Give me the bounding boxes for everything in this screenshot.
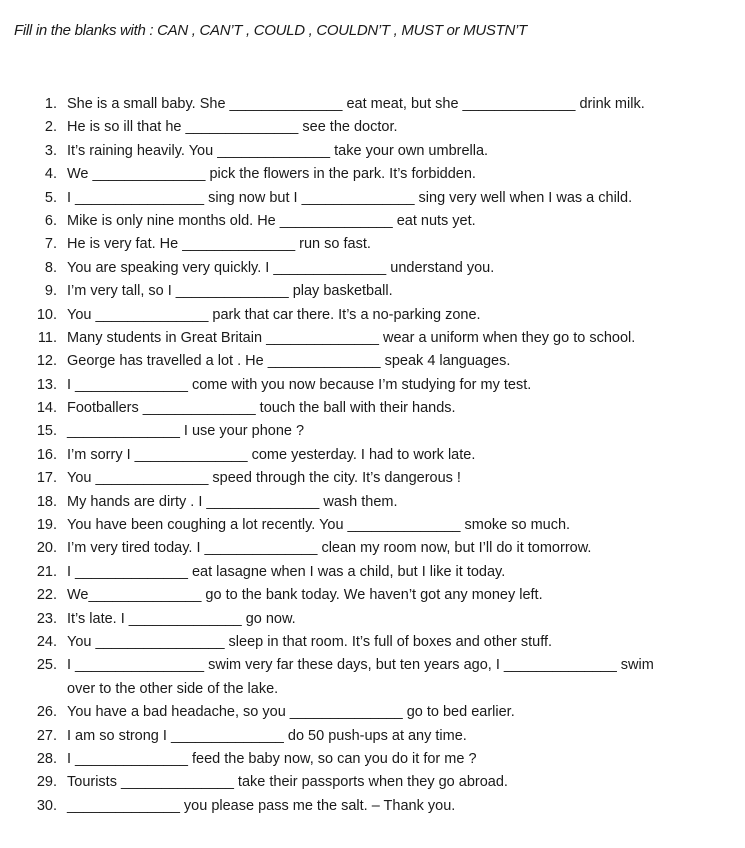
item-text: You are speaking very quickly. I ______________ understand you. (67, 259, 495, 276)
item-number: 20. (36, 540, 57, 557)
exercise-item (0, 420, 745, 443)
item-text: You ______________ park that car there. It’s a no-parking zone. (67, 306, 481, 323)
item-text: You have been coughing a lot recently. You ______________ smoke so much. (67, 517, 571, 534)
item-number: 5. (44, 189, 57, 206)
item-number: 12. (36, 353, 57, 370)
item-text: over to the other side of the lake. (67, 680, 279, 697)
item-text: I ______________ come with you now because I’m studying for my test. (67, 376, 532, 393)
item-number: 22. (36, 587, 57, 604)
item-text: Many students in Great Britain ______________ wear a uniform when they go to school. (67, 329, 636, 346)
item-text: I’m very tall, so I ______________ play basketball. (67, 283, 393, 300)
item-text: My hands are dirty . I ______________ wash them. (67, 493, 398, 510)
exercise-item (0, 701, 745, 724)
item-text: ______________ I use your phone ? (67, 423, 305, 440)
item-text: You ________________ sleep in that room. It’s full of boxes and other stuff. (67, 633, 553, 650)
item-number: 8. (44, 259, 57, 276)
exercise-item (0, 608, 745, 631)
exercise-list (0, 93, 745, 818)
exercise-item (0, 631, 745, 654)
item-text: It’s late. I ______________ go now. (67, 610, 296, 627)
item-number: 6. (44, 212, 57, 229)
item-number: 28. (36, 750, 57, 767)
exercise-item (0, 725, 745, 748)
item-text: We______________ go to the bank today. We haven’t got any money left. (67, 587, 543, 604)
item-text: She is a small baby. She ______________ eat meat, but she ______________ drink milk. (67, 96, 645, 112)
exercise-item (0, 210, 745, 233)
exercise-item (0, 116, 745, 139)
item-text: I ________________ sing now but I ______________ sing very well when I was a child. (67, 189, 633, 206)
item-number: 25. (36, 657, 57, 674)
item-text: I ______________ eat lasagne when I was a child, but I like it today. (67, 563, 506, 580)
item-text: It’s raining heavily. You ______________ take your own umbrella. (67, 142, 489, 159)
item-text: Footballers ______________ touch the ball with their hands. (67, 400, 456, 417)
item-number: 15. (36, 423, 57, 440)
item-number: 13. (36, 376, 57, 393)
exercise-item (0, 537, 745, 560)
item-number: 29. (36, 774, 57, 791)
item-text: You have a bad headache, so you ______________ go to bed earlier. (67, 704, 515, 721)
exercise-item (0, 233, 745, 256)
item-number: 10. (36, 306, 57, 323)
exercise-item (0, 467, 745, 490)
exercise-item (0, 444, 745, 467)
item-number: 11. (37, 329, 57, 346)
exercise-item (0, 304, 745, 327)
exercise-item (0, 350, 745, 373)
item-number: 30. (36, 797, 57, 814)
exercise-item (0, 514, 745, 537)
exercise-item (0, 163, 745, 186)
item-number: 4. (44, 166, 57, 183)
exercise-item (0, 795, 745, 818)
item-text: I’m sorry I ______________ come yesterday. I had to work late. (67, 446, 476, 463)
exercise-item (0, 327, 745, 350)
exercise-item (0, 584, 745, 607)
exercise-item-continuation (0, 678, 745, 701)
item-number: 16. (36, 446, 57, 463)
item-number: 21. (36, 563, 57, 580)
item-number: 7. (44, 236, 57, 253)
exercise-item (0, 374, 745, 397)
exercise-item (0, 748, 745, 771)
exercise-item (0, 93, 745, 116)
item-text: ______________ you please pass me the salt. – Thank you. (67, 797, 456, 814)
exercise-item (0, 561, 745, 584)
exercise-item (0, 654, 745, 677)
exercise-item (0, 771, 745, 794)
item-text: He is so ill that he ______________ see the doctor. (67, 119, 398, 136)
item-number: 23. (36, 610, 57, 627)
exercise-item (0, 257, 745, 280)
item-text: I’m very tired today. I ______________ clean my room now, but I’ll do it tomorrow. (67, 540, 592, 557)
item-text: I ______________ feed the baby now, so can you do it for me ? (67, 750, 477, 767)
exercise-item (0, 397, 745, 420)
item-text: Tourists ______________ take their passports when they go abroad. (67, 774, 508, 791)
item-number: 17. (36, 470, 57, 487)
item-number: 26. (36, 704, 57, 721)
exercise-item (0, 187, 745, 210)
item-text: George has travelled a lot . He ______________ speak 4 languages. (67, 353, 511, 370)
item-number: 18. (36, 493, 57, 510)
item-text: You ______________ speed through the city. It’s dangerous ! (67, 470, 461, 487)
item-number: 24. (36, 633, 57, 650)
exercise-item (0, 491, 745, 514)
worksheet-title: Fill in the blanks with : CAN , CAN’T , COULD , COULDN’T , MUST or MUSTN’T (14, 22, 527, 39)
item-number: 3. (44, 142, 57, 159)
item-number: 19. (36, 517, 57, 534)
item-number: 1. (44, 96, 57, 112)
item-text: I am so strong I ______________ do 50 push-ups at any time. (67, 727, 467, 744)
item-number: 2. (44, 119, 57, 136)
item-number: 9. (44, 283, 57, 300)
exercise-item (0, 140, 745, 163)
item-text: I ________________ swim very far these days, but ten years ago, I ______________ swim (67, 657, 654, 674)
item-number: 27. (36, 727, 57, 744)
item-number: 14. (36, 400, 57, 417)
item-text: Mike is only nine months old. He ______________ eat nuts yet. (67, 212, 476, 229)
item-text: He is very fat. He ______________ run so fast. (67, 236, 371, 253)
exercise-item (0, 280, 745, 303)
item-text: We ______________ pick the flowers in the park. It’s forbidden. (67, 166, 476, 183)
